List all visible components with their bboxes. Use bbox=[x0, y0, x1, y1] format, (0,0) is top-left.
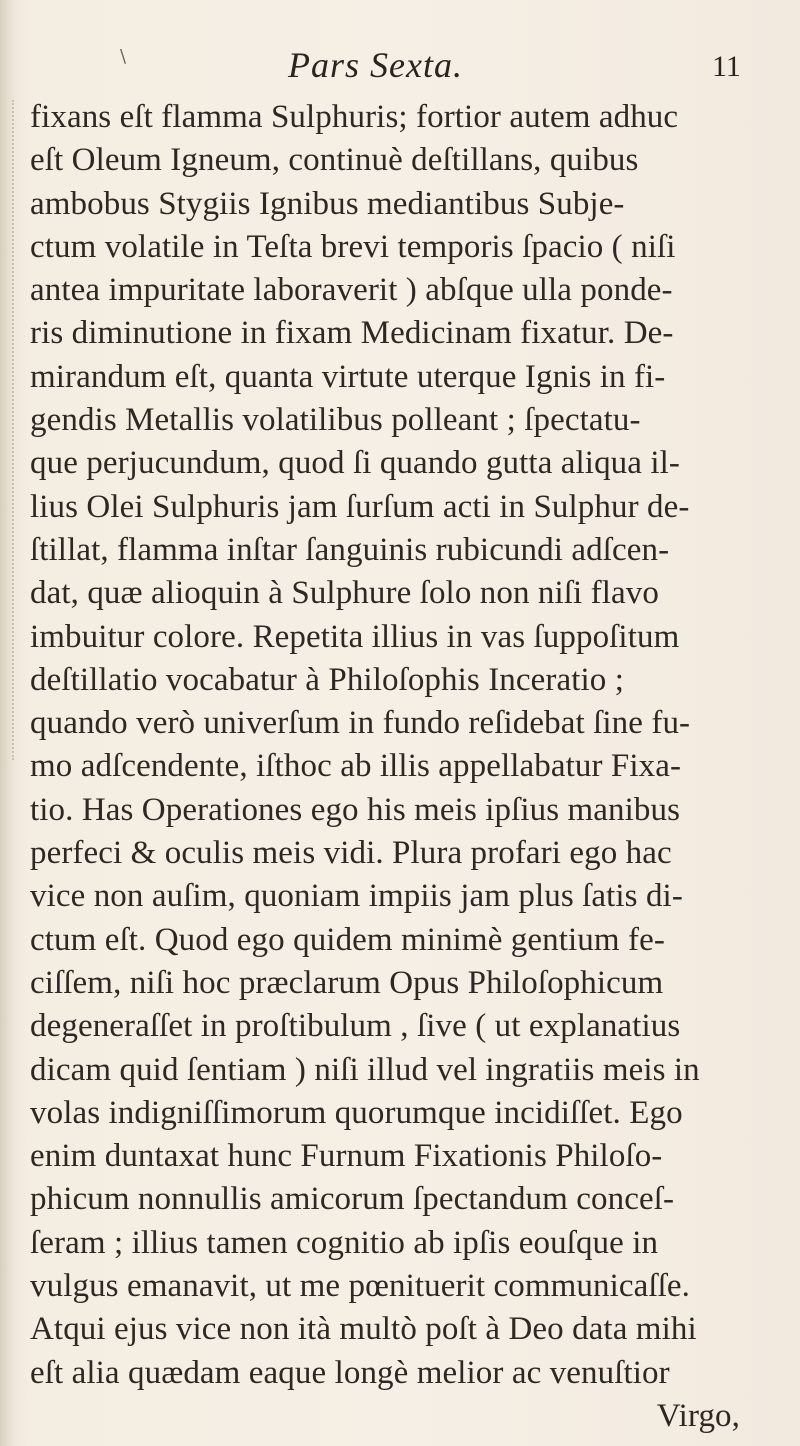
text-line: imbuitur colore. Repetita illius in vas ſuppoſitum bbox=[30, 618, 680, 655]
text-line: lius Olei Sulphuris jam ſurſum acti in Sulphur de- bbox=[30, 488, 690, 525]
text-line: fixans eſt flamma Sulphuris; fortior autem adhuc bbox=[30, 99, 679, 135]
text-line: ctum volatile in Teſta brevi temporis ſpacio ( niſi bbox=[30, 228, 676, 265]
text-line: ſtillat, flamma inſtar ſanguinis rubicundi adſcen- bbox=[30, 531, 670, 568]
running-head: Pars Sexta. bbox=[288, 45, 463, 85]
corner-mark: \ bbox=[120, 46, 127, 67]
text-line: Atqui ejus vice non ità multò poſt à Deo data mihi bbox=[30, 1311, 697, 1348]
catchword: Virgo, bbox=[656, 1397, 740, 1434]
page-number: 11 bbox=[712, 50, 741, 83]
text-line: antea impuritate laboraverit ) abſque ulla ponde- bbox=[30, 272, 673, 309]
margin-marks bbox=[12, 100, 20, 760]
text-line: dat, quæ alioquin à Sulphure ſolo non niſi flavo bbox=[30, 575, 659, 612]
text-line: ris diminutione in fixam Medicinam fixatur. De- bbox=[30, 315, 674, 352]
text-line: vice non auſim, quoniam impiis jam plus ſatis di- bbox=[30, 878, 683, 915]
text-line: gendis Metallis volatilibus polleant ; ſpectatu- bbox=[30, 402, 641, 439]
text-line: phicum nonnullis amicorum ſpectandum conceſ- bbox=[30, 1181, 675, 1218]
text-line: mo adſcendente, iſthoc ab illis appellabatur Fixa- bbox=[30, 748, 682, 785]
text-line: vulgus emanavit, ut me pœnituerit communicaſſe. bbox=[30, 1268, 690, 1305]
text-line: enim duntaxat hunc Furnum Fixationis Philoſo- bbox=[30, 1138, 663, 1175]
text-line: mirandum eſt, quanta virtute uterque Ignis in fi- bbox=[30, 358, 666, 395]
text-line: eſt Oleum Igneum, continuè deſtillans, quibus bbox=[30, 142, 639, 179]
text-line: volas indigniſſimorum quorumque incidiſſet. Ego bbox=[30, 1094, 683, 1131]
body-text bbox=[30, 96, 770, 1438]
text-line: ambobus Stygiis Ignibus mediantibus Subje- bbox=[30, 185, 625, 222]
text-line: que perjucundum, quod ſi quando gutta aliqua il- bbox=[30, 445, 680, 482]
text-line: quando verò univerſum in fundo reſidebat ſine fu- bbox=[30, 705, 691, 742]
text-line: deſtillatio vocabatur à Philoſophis Inceratio ; bbox=[30, 661, 624, 698]
text-line: tio. Has Operationes ego his meis ipſius manibus bbox=[30, 791, 681, 828]
text-line: ciſſem, niſi hoc præclarum Opus Philoſophicum bbox=[30, 964, 664, 1001]
text-line: dicam quid ſentiam ) niſi illud vel ingratiis meis in bbox=[30, 1051, 700, 1088]
page-header bbox=[0, 40, 800, 90]
text-line: perfeci & oculis meis vidi. Plura profari ego hac bbox=[30, 835, 672, 872]
text-line: eſt alia quædam eaque longè melior ac venuſtior bbox=[30, 1354, 670, 1391]
text-line: ctum eſt. Quod ego quidem minimè gentium fe- bbox=[30, 921, 665, 958]
text-line: degeneraſſet in proſtibulum , ſive ( ut explanatius bbox=[30, 1008, 681, 1045]
text-line: ſeram ; illius tamen cognitio ab ipſis eouſque in bbox=[30, 1224, 659, 1261]
